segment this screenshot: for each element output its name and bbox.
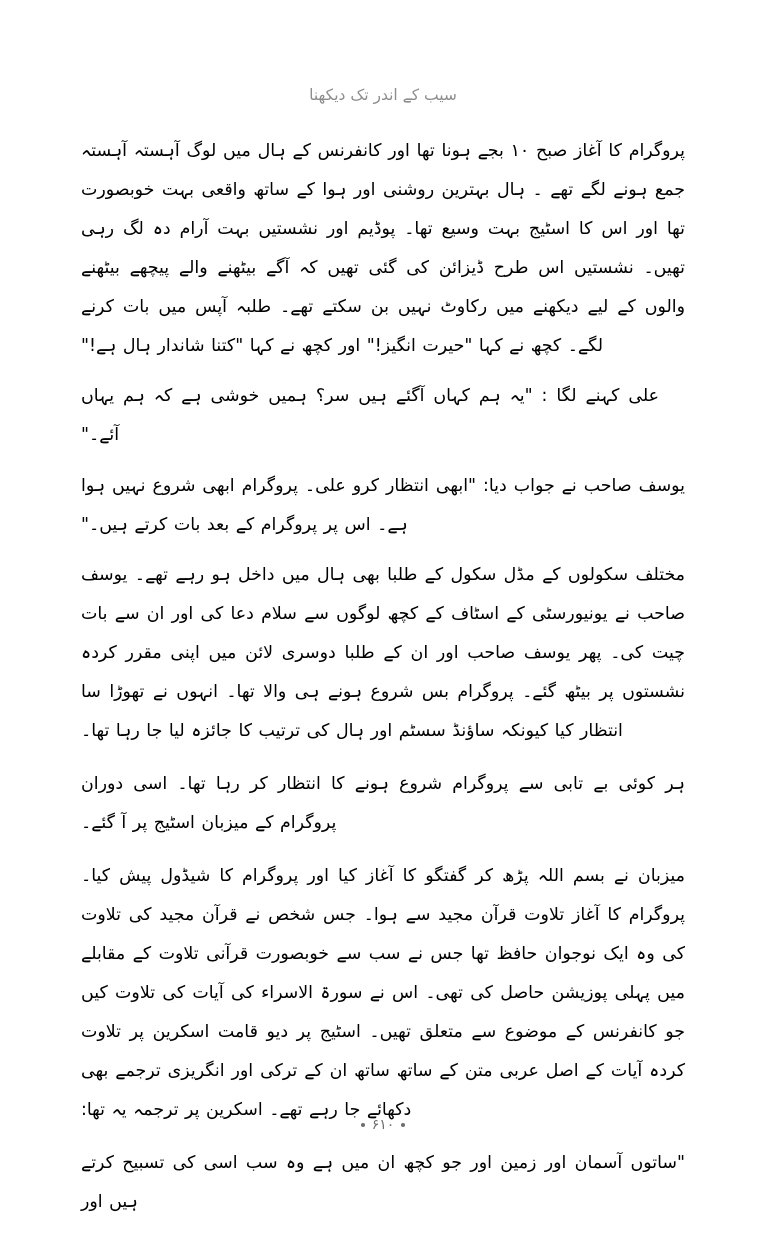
page-footer [0, 1117, 766, 1133]
paragraph: میزبان نے بسم اللہ پڑھ کر گفتگو کا آغاز کیا اور پروگرام کا شیڈول پیش کیا۔ پروگرام کا آغاز تلاوت قرآن مجید سے ہوا۔ جس شخص نے قرآن مجید کی تلاوت کی وہ ایک نوجوان حافظ تھا جس نے سب سے خوبصورت قرآنی تلاوت کے مقابلے میں پہلی پوزیشن حاصل کی تھی۔ اس نے سورۃ الاسراء کی آیات کی تلاوت کیں جو کانفرنس کے موضوع سے متعلق تھیں۔ اسٹیج پر دیو قامت اسکرین پر تلاوت کردہ آیات کے اصل عربی متن کے ساتھ ساتھ ان کے ترکی اور انگریزی ترجمے بھی دکھائے جا رہے تھے۔ اسکرین پر ترجمہ یہ تھا: [81, 866, 685, 1120]
folio-dot-left [361, 1123, 365, 1127]
paragraph: مختلف سکولوں کے مڈل سکول کے طلبا بھی ہال میں داخل ہو رہے تھے۔ یوسف صاحب نے یونیورسٹی کے اسٹاف کے کچھ لوگوں سے سلام دعا کی اور ان سے بات چیت کی۔ پھر یوسف صاحب اور ان کے طلبا دوسری لائن میں اپنی مقرر کردہ نشستوں پر بیٹھ گئے۔ پروگرام بس شروع ہونے ہی والا تھا۔ انہوں نے تھوڑا سا انتظار کیا کیونکہ ساؤنڈ سسٹم اور ہال کی ترتیب کا جائزہ لیا جا رہا تھا۔ [81, 565, 685, 741]
page-number: ۶۱۰ [371, 1117, 395, 1133]
paragraph: یوسف صاحب نے جواب دیا: "ابھی انتظار کرو علی۔ پروگرام ابھی شروع نہیں ہوا ہے۔ اس پر پروگرام کے بعد بات کرتے ہیں۔" [81, 476, 685, 535]
paragraph: پروگرام کا آغاز صبح ۱۰ بجے ہونا تھا اور کانفرنس کے ہال میں لوگ آہستہ آہستہ جمع ہونے لگے تھے ۔ ہال بہترین روشنی اور ہوا کے ساتھ واقعی بہت خوبصورت تھا اور اس کا اسٹیج بہت وسیع تھا۔ پوڈیم اور نشستیں بہت آرام دہ لگ رہی تھیں۔ نشستیں اس طرح ڈیزائن کی گئی تھیں کہ آگے بیٹھنے والے پیچھے بیٹھنے والوں کے لیے دیکھنے میں رکاوٹ نہیں بن سکتے تھے۔ طلبہ آپس میں بات کرنے لگے۔ کچھ نے کہا "حیرت انگیز!" اور کچھ نے کہا "کتنا شاندار ہال ہے!" [81, 141, 685, 356]
running-header: سیب کے اندر تک دیکھنا [309, 86, 457, 104]
paragraph: علی کہنے لگا : "یہ ہم کہاں آگئے ہیں سر؟ ہمیں خوشی ہے کہ ہم یہاں آئے۔" [81, 386, 659, 445]
paragraph: ہر کوئی بے تابی سے پروگرام شروع ہونے کا انتظار کر رہا تھا۔ اسی دوران پروگرام کے میزبان اسٹیج پر آ گئے۔ [81, 774, 685, 833]
folio-dot-right [401, 1123, 405, 1127]
paragraph: "ساتوں آسمان اور زمین اور جو کچھ ان میں ہے وہ سب اسی کی تسبیح کرتے ہیں اور [81, 1153, 685, 1212]
body-text-block [81, 132, 685, 1236]
